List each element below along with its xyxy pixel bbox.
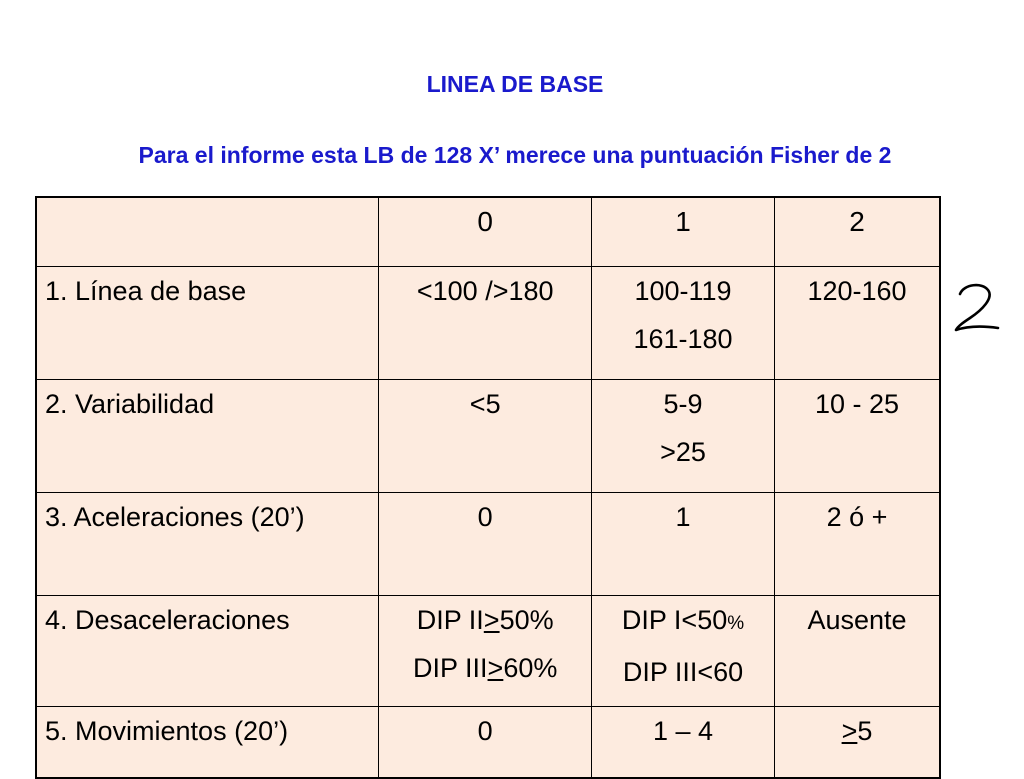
cell-score-0 xyxy=(379,493,592,596)
cell-value: Ausente xyxy=(807,605,907,635)
cell-score-1 xyxy=(592,493,775,596)
cell-score-1 xyxy=(592,267,775,380)
cell-value: 1 – 4 xyxy=(652,716,714,746)
header-cell-score-0: 0 xyxy=(379,197,592,267)
cell-score-2 xyxy=(775,380,940,493)
cell-value: <5 xyxy=(469,389,501,419)
cell-score-2 xyxy=(775,493,940,596)
cell-value: 2 ó + xyxy=(826,502,888,532)
cell-value: 0 xyxy=(477,716,493,746)
cell-value: 10 - 25 xyxy=(814,389,900,419)
handwritten-score-2 xyxy=(952,280,1002,336)
cell-score-1 xyxy=(592,707,775,779)
page-subtitle: Para el informe esta LB de 128 X’ merece una puntuación Fisher de 2 xyxy=(138,142,892,168)
cell-value: 120-160 xyxy=(807,276,907,306)
cell-value: >5 xyxy=(841,716,873,746)
row-label: 2. Variabilidad xyxy=(36,380,379,493)
table-header-row xyxy=(36,197,940,267)
cell-value: 5-9 xyxy=(663,389,703,419)
cell-value: DIP III<60 xyxy=(622,657,744,687)
header-cell-score-1: 1 xyxy=(592,197,775,267)
row-label: 5. Movimientos (20’) xyxy=(36,707,379,779)
cell-value: <100 />180 xyxy=(416,276,554,306)
table-row xyxy=(36,493,940,596)
row-label: 4. Desaceleraciones xyxy=(36,596,379,707)
cell-score-1 xyxy=(592,596,775,707)
cell-score-0 xyxy=(379,596,592,707)
cell-score-0 xyxy=(379,267,592,380)
row-label: 1. Línea de base xyxy=(36,267,379,380)
fisher-score-table xyxy=(35,196,941,779)
header-cell-empty xyxy=(36,197,379,267)
cell-value: >25 xyxy=(660,437,706,467)
row-label: 3. Aceleraciones (20’) xyxy=(36,493,379,596)
cell-score-0 xyxy=(379,380,592,493)
page-title: LINEA DE BASE xyxy=(426,71,604,97)
cell-score-2 xyxy=(775,596,940,707)
table-row xyxy=(36,380,940,493)
table-row xyxy=(36,267,940,380)
table-row xyxy=(36,596,940,707)
cell-value: 0 xyxy=(477,502,493,532)
cell-value: DIP I<50% xyxy=(621,605,745,635)
cell-value: 161-180 xyxy=(633,324,733,354)
cell-value: 100-119 xyxy=(634,276,732,306)
cell-score-1 xyxy=(592,380,775,493)
cell-value: DIP II>50% xyxy=(416,605,554,635)
header-cell-score-2: 2 xyxy=(775,197,940,267)
cell-score-2 xyxy=(775,707,940,779)
cell-value: 1 xyxy=(675,502,691,532)
cell-value: DIP III>60% xyxy=(413,653,558,683)
cell-score-0 xyxy=(379,707,592,779)
cell-score-2 xyxy=(775,267,940,380)
table-row xyxy=(36,707,940,779)
